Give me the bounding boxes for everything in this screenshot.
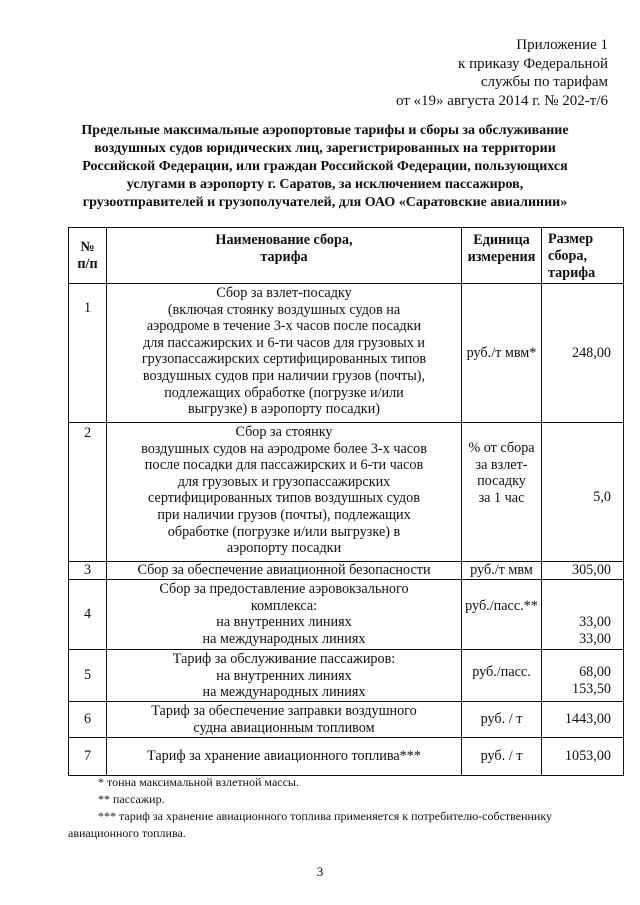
table-row — [69, 284, 624, 423]
row-number: 6 — [69, 702, 107, 738]
tariff-table — [68, 227, 624, 776]
title-line: грузоотправителей и грузополучателей, для ОАО «Саратовские авиалинии» — [82, 195, 568, 210]
row-number: 7 — [69, 738, 107, 776]
fee-value: 1053,00 — [542, 738, 624, 776]
appendix-line: службы по тарифам — [480, 74, 608, 90]
fee-value: 68,00 153,50 — [542, 650, 624, 702]
fee-value: 305,00 — [542, 562, 624, 580]
table-row — [69, 423, 624, 562]
fee-name: Тариф за обслуживание пассажиров: на внутренних линиях на международных линиях — [107, 650, 462, 702]
fee-value: 248,00 — [542, 284, 624, 423]
footnotes — [68, 774, 608, 842]
title-line: Предельные максимальные аэропортовые тарифы и сборы за обслуживание — [81, 123, 569, 138]
table-header-row — [69, 228, 624, 284]
appendix-line: Приложение 1 — [516, 37, 608, 53]
fee-value: 5,0 — [542, 423, 624, 562]
fee-value: 33,00 33,00 — [542, 580, 624, 650]
fee-unit: руб./т мвм — [462, 562, 542, 580]
appendix-line: от «19» августа 2014 г. № 202-т/6 — [395, 92, 608, 109]
row-number: 3 — [69, 562, 107, 580]
fee-name: Сбор за предоставление аэровокзального комплекса: на внутренних линиях на международных линиях — [107, 580, 462, 650]
table-row — [69, 738, 624, 776]
footnote: ** пассажир. — [98, 792, 165, 806]
footnote: *** тариф за хранение авиационного топлива применяется к потребителю-собственнику — [98, 809, 553, 823]
fee-value: 1443,00 — [542, 702, 624, 738]
title-line: Российской Федерации, или граждан Российской Федерации, пользующихся — [82, 159, 568, 174]
page-number: 3 — [316, 864, 324, 879]
title-line: воздушных судов юридических лиц, зарегистрированных на территории — [94, 141, 556, 156]
row-number: 2 — [69, 423, 107, 562]
fee-name: Тариф за обеспечение заправки воздушного судна авиационным топливом — [107, 702, 462, 738]
footnote: * тонна максимальной взлетной массы. — [98, 775, 299, 789]
footnote-continuation: авиационного топлива. — [68, 826, 186, 840]
header-unit: Единица измерения — [462, 228, 542, 284]
table-row — [69, 650, 624, 702]
document-title — [30, 122, 620, 212]
fee-name: Сбор за взлет-посадку (включая стоянку воздушных судов на аэродроме в течение 3-х часов после посадки для пассажирских и 6-ти часов для грузовых и грузопассажирских сертифицированных типов воздушных судов при наличии грузов (почты), подлежащих обработке (погрузке и/или выгрузке) в аэропорту посадки) — [107, 284, 462, 423]
table-row — [69, 562, 624, 580]
fee-unit: руб. / т — [462, 702, 542, 738]
fee-name: Сбор за обеспечение авиационной безопасности — [107, 562, 462, 580]
appendix-reference — [372, 36, 608, 110]
fee-unit: руб./пасс. — [462, 650, 542, 702]
row-number: 5 — [69, 650, 107, 702]
fee-unit: % от сбора за взлет- посадку за 1 час — [462, 423, 542, 562]
fee-unit: руб./т мвм* — [462, 284, 542, 423]
header-number: № п/п — [69, 228, 107, 284]
table-row — [69, 580, 624, 650]
header-name: Наименование сбора, тарифа — [107, 228, 462, 284]
table-row — [69, 702, 624, 738]
fee-name: Тариф за хранение авиационного топлива*** — [107, 738, 462, 776]
row-number: 1 — [69, 284, 107, 423]
fee-unit: руб. / т — [462, 738, 542, 776]
fee-name: Сбор за стоянку воздушных судов на аэродроме более 3-х часов после посадки для пассажирских и 6-ти часов для грузовых и грузопассажирских сертифицированных типов воздушных судов при наличии грузов (почты), подлежащих обработке (погрузке и/или выгрузке) в аэропорту посадки — [107, 423, 462, 562]
row-number: 4 — [69, 580, 107, 650]
title-line: услугами в аэропорту г. Саратов, за исключением пассажиров, — [126, 177, 524, 192]
header-value: Размер сбора, тарифа — [542, 228, 624, 284]
appendix-line: к приказу Федеральной — [458, 55, 608, 72]
fee-unit: руб./пасс.** — [462, 580, 542, 650]
